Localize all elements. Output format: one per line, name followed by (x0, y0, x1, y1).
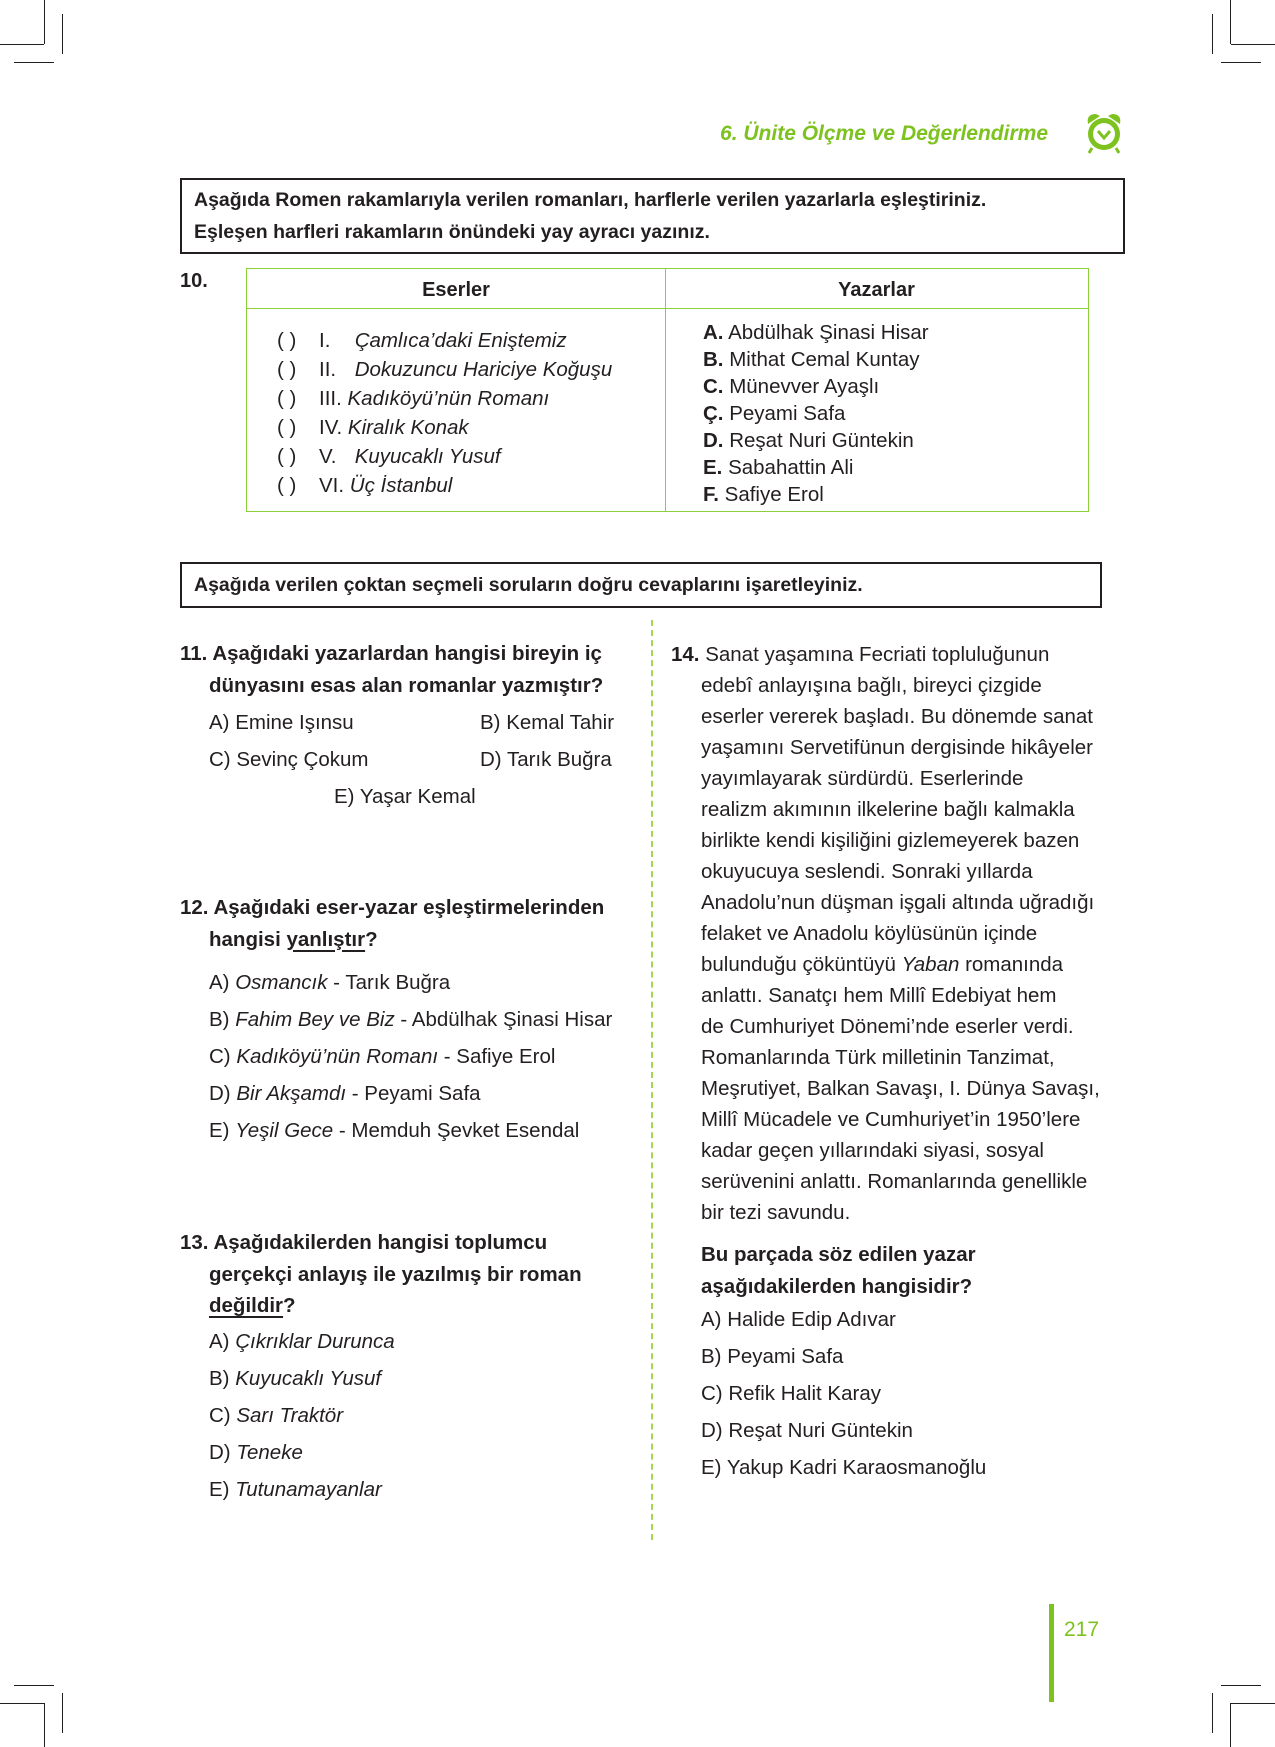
q13-option-d[interactable]: D) Teneke (209, 1441, 303, 1464)
passage-line: Millî Mücadele ve Cumhuriyet’in 1950’lere (701, 1108, 1081, 1131)
question-14-prompt: Bu parçada söz edilen yazar aşağıdakilerden hangisidir? (701, 1243, 976, 1298)
q11-option-a[interactable]: A) Emine Işınsu (209, 711, 354, 734)
question-12: 12. Aşağıdaki eser-yazar eşleştirmelerinden hangisi yanlıştır? (180, 896, 605, 951)
works-column-header: Eserler (422, 279, 490, 301)
work-item: ( ) V. Kuyucaklı Yusuf (277, 445, 501, 468)
passage-line: edebî anlayışına bağlı, bireyci çizgide (701, 674, 1042, 697)
work-item: ( ) VI. Üç İstanbul (277, 474, 453, 497)
passage-line: okuyucuya seslendi. Sonraki yıllarda (701, 860, 1033, 883)
alarm-clock-icon (1082, 110, 1126, 154)
passage-line: bulunduğu çöküntüyü Yaban romanında (701, 953, 1064, 976)
q12-option-e[interactable]: E) Yeşil Gece - Memduh Şevket Esendal (209, 1119, 580, 1142)
q14-option-a[interactable]: A) Halide Edip Adıvar (701, 1308, 896, 1331)
q12-option-d[interactable]: D) Bir Akşamdı - Peyami Safa (209, 1082, 481, 1105)
matching-table (246, 268, 1089, 512)
q12-option-c[interactable]: C) Kadıköyü’nün Romanı - Safiye Erol (209, 1045, 556, 1068)
q13-option-b[interactable]: B) Kuyucaklı Yusuf (209, 1367, 382, 1390)
page-number-bar (1049, 1604, 1054, 1702)
authors-list (703, 319, 929, 508)
author-item: C. Münevver Ayaşlı (703, 375, 880, 398)
column-divider (651, 620, 653, 1540)
passage-line: Anadolu’nun düşman işgali altında uğradığı (701, 891, 1095, 914)
authors-column-header: Yazarlar (838, 279, 915, 301)
passage-line: kadar geçen yıllarındaki siyasi, sosyal (701, 1139, 1044, 1162)
q11-option-b[interactable]: B) Kemal Tahir (480, 711, 615, 734)
passage-line: birlikte kendi kişiliğini gizlemeyerek bazen (701, 829, 1080, 852)
work-item: ( ) III. Kadıköyü’nün Romanı (277, 387, 550, 410)
work-item: ( ) IV. Kiralık Konak (277, 416, 469, 439)
question-14 (671, 639, 1100, 1228)
matching-instruction-line2: Eşleşen harfleri rakamların önündeki yay ayracı yazınız. (194, 221, 710, 243)
unit-title: 6. Ünite Ölçme ve Değerlendirme (720, 122, 1048, 145)
question-10-number: 10. (180, 270, 208, 292)
passage-line: de Cumhuriyet Dönemi’nde eserler verdi. (701, 1015, 1074, 1038)
question-11: 11. Aşağıdaki yazarlardan hangisi bireyin iç dünyasını esas alan romanlar yazmıştır? (180, 642, 604, 697)
matching-instructions (180, 178, 1125, 254)
author-item: E. Sabahattin Ali (703, 456, 854, 479)
q14-option-c[interactable]: C) Refik Halit Karay (701, 1382, 881, 1405)
q12-option-b[interactable]: B) Fahim Bey ve Biz - Abdülhak Şinasi Hisar (209, 1008, 613, 1031)
page-number: 217 (1064, 1618, 1100, 1641)
passage-line: yaşamını Servetifünun dergisinde hikâyeler (701, 736, 1093, 759)
q11-option-c[interactable]: C) Sevinç Çokum (209, 748, 369, 771)
author-item: F. Safiye Erol (703, 483, 824, 506)
q11-option-e[interactable]: E) Yaşar Kemal (334, 785, 476, 808)
passage-line: Meşrutiyet, Balkan Savaşı, I. Dünya Savaşı, (701, 1077, 1100, 1100)
passage-line: anlattı. Sanatçı hem Millî Edebiyat hem (701, 984, 1057, 1007)
work-item: ( ) I. Çamlıca’daki Eniştemiz (277, 329, 567, 352)
question-14-number: 14. (671, 643, 700, 666)
author-item: A. Abdülhak Şinasi Hisar (703, 321, 929, 344)
q13-option-e[interactable]: E) Tutunamayanlar (209, 1478, 382, 1501)
passage-line: Sanat yaşamına Fecriati topluluğunun (705, 643, 1050, 666)
author-item: Ç. Peyami Safa (703, 402, 846, 425)
q13-option-c[interactable]: C) Sarı Traktör (209, 1404, 344, 1427)
passage-line: serüvenini anlattı. Romanlarında genellikle (701, 1170, 1088, 1193)
passage-line: eserler vererek başladı. Bu dönemde sanat (701, 705, 1094, 728)
work-item: ( ) II. Dokuzuncu Hariciye Koğuşu (277, 358, 613, 381)
q11-option-d[interactable]: D) Tarık Buğra (480, 748, 612, 771)
passage-line: Romanlarında Türk milletinin Tanzimat, (701, 1046, 1055, 1069)
q14-option-e[interactable]: E) Yakup Kadri Karaosmanoğlu (701, 1456, 987, 1479)
q14-option-d[interactable]: D) Reşat Nuri Güntekin (701, 1419, 913, 1442)
q12-option-a[interactable]: A) Osmancık - Tarık Buğra (209, 971, 451, 994)
passage-line: felaket ve Anadolu köylüsünün içinde (701, 922, 1038, 945)
matching-instruction-line1: Aşağıda Romen rakamlarıyla verilen romanları, harflerle verilen yazarlarla eşleştiriniz. (194, 189, 987, 211)
author-item: B. Mithat Cemal Kuntay (703, 348, 920, 371)
question-13: 13. Aşağıdakilerden hangisi toplumcu gerçekçi anlayış ile yazılmış bir roman değildir? (180, 1231, 582, 1317)
q13-option-a[interactable]: A) Çıkrıklar Durunca (209, 1330, 395, 1353)
passage-line: bir tezi savundu. (701, 1201, 851, 1224)
multiple-choice-instructions: Aşağıda verilen çoktan seçmeli soruların doğru cevaplarını işaretleyiniz. (180, 562, 1102, 608)
passage-line: realizm akımının ilkelerine bağlı kalmakla (701, 798, 1075, 821)
passage-line: yayımlayarak sürdürdü. Eserlerinde (701, 767, 1024, 790)
q14-option-b[interactable]: B) Peyami Safa (701, 1345, 844, 1368)
author-item: D. Reşat Nuri Güntekin (703, 429, 914, 452)
works-list (277, 326, 612, 500)
